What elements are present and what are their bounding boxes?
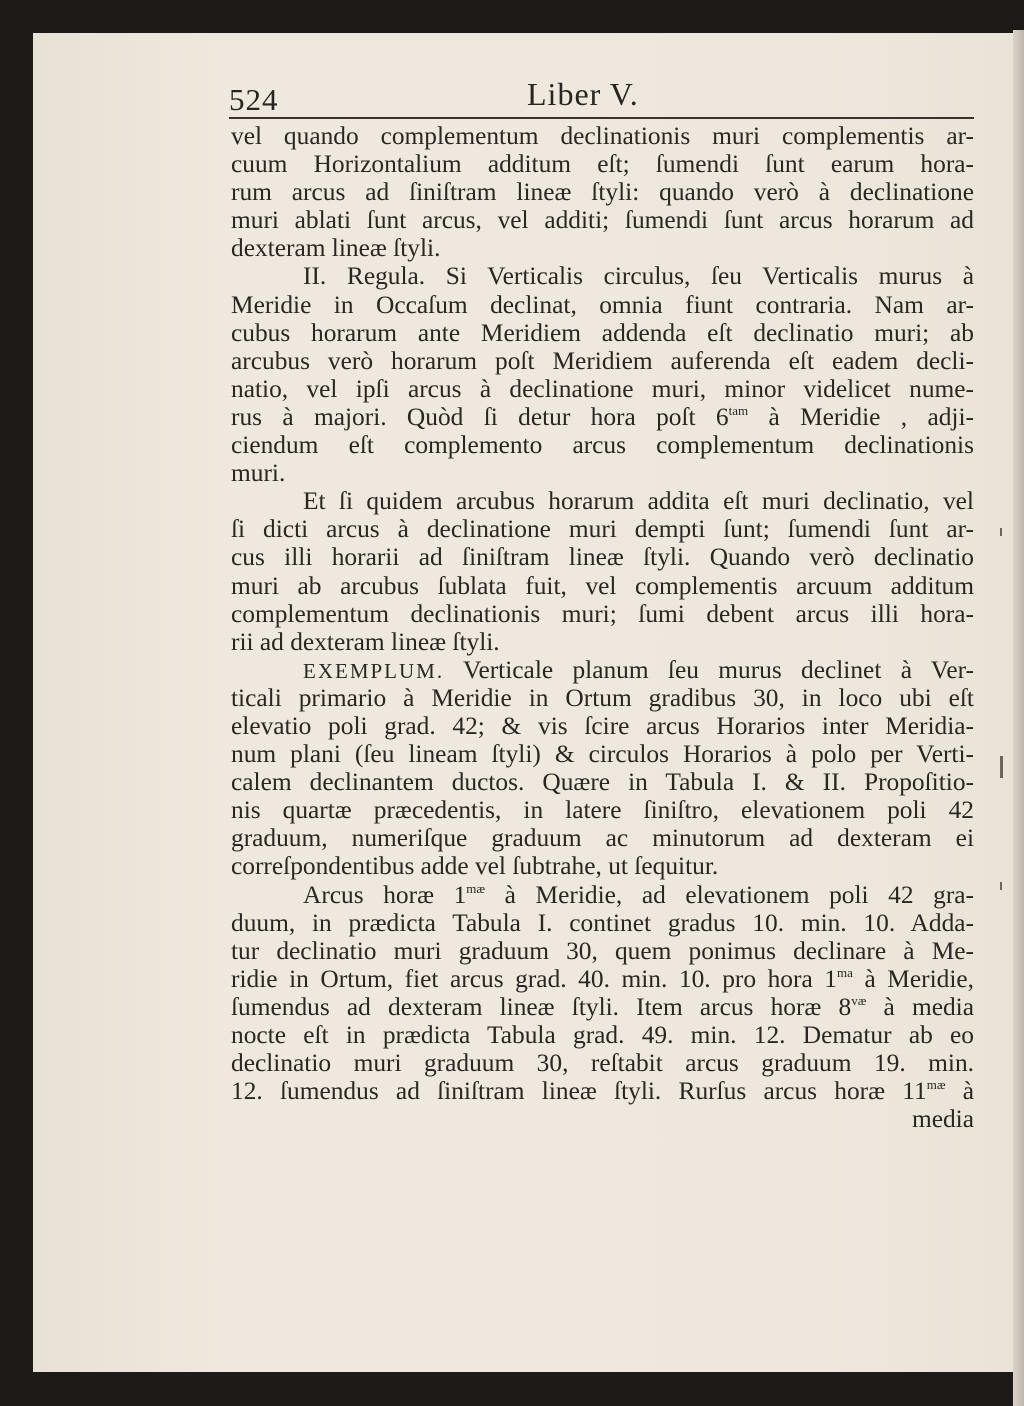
running-title: Liber V. xyxy=(527,76,639,112)
text-line xyxy=(231,965,974,993)
page-number: 524 xyxy=(229,82,279,117)
text-line: ſi dicti arcus à declinatione muri dempti ſunt; ſumendi ſunt ar- xyxy=(231,515,974,544)
header-rule xyxy=(229,117,974,119)
ordinal-superscript: væ xyxy=(851,992,867,1008)
text-line: media xyxy=(911,1105,974,1134)
text-line xyxy=(231,1077,974,1105)
small-caps-heading: EXEMPLUM. xyxy=(303,658,445,683)
text-line: declinatio muri graduum 30, reſtabit arcus graduum 19. min. xyxy=(231,1049,974,1078)
text-run: ridie in Ortum, fiet arcus grad. 40. min. 10. pro hora 1 xyxy=(231,964,837,993)
text-line: complementum declinationis muri; ſumi debent arcus illi hora- xyxy=(231,599,974,628)
adjacent-page-edge xyxy=(1013,30,1024,1406)
text-line: nis quartæ præcedentis, in latere ſiniſtro, elevationem poli 42 xyxy=(231,796,974,825)
text-line: num plani (ſeu lineam ſtyli) & circulos Horarios à polo per Verti- xyxy=(231,740,974,769)
text-line: Et ſi quidem arcubus horarum addita eſt muri declinatio, vel xyxy=(303,487,974,516)
text-line: natio, vel ipſi arcus à declinatione muri, minor videlicet nume- xyxy=(231,374,974,403)
text-line: calem declinantem ductos. Quære in Tabula I. & II. Propoſitio- xyxy=(231,768,974,797)
body-text xyxy=(231,122,974,1133)
text-run: à Meridie, ad elevationem poli 42 gra- xyxy=(485,880,974,909)
text-run: ſumendus ad dexteram lineæ ſtyli. Item arcus horæ 8 xyxy=(231,992,852,1021)
ordinal-superscript: ma xyxy=(836,964,853,980)
margin-mark xyxy=(1000,756,1003,778)
text-run: à xyxy=(945,1077,974,1106)
text-line: muri. xyxy=(231,459,286,488)
text-line xyxy=(231,656,974,684)
text-run: 12. ſumendus ad ſiniſtram lineæ ſtyli. Rurſus arcus horæ 11 xyxy=(231,1077,927,1106)
text-run: à Meridie, xyxy=(852,964,974,993)
text-line: muri ab arcubus ſublata fuit, vel complementis arcuum additum xyxy=(231,571,974,600)
running-header xyxy=(229,74,974,118)
ordinal-superscript: tam xyxy=(728,402,749,418)
text-line: arcubus verò horarum poſt Meridiem auferenda eſt eadem decli- xyxy=(231,346,974,375)
text-line: II. Regula. Si Verticalis circulus, ſeu Verticalis murus à xyxy=(303,262,974,291)
ordinal-superscript: mæ xyxy=(926,1077,946,1093)
text-line xyxy=(231,993,974,1021)
ordinal-superscript: mæ xyxy=(466,880,486,896)
margin-mark xyxy=(1000,528,1002,536)
text-line: vel quando complementum declinationis muri complementis ar- xyxy=(231,122,974,150)
text-line: dexteram lineæ ſtyli. xyxy=(231,234,441,263)
text-line: tur declinatio muri graduum 30, quem ponimus declinare à Me- xyxy=(231,936,974,965)
text-line: nocte eſt in prædicta Tabula grad. 49. min. 12. Dematur ab eo xyxy=(231,1021,974,1049)
text-line: cubus horarum ante Meridiem addenda eſt declinatio muri; ab xyxy=(231,318,974,347)
text-line: rum arcus ad ſiniſtram lineæ ſtyli: quando verò à declinatione xyxy=(231,178,974,207)
text-line: rii ad dexteram lineæ ſtyli. xyxy=(231,627,500,656)
text-line: elevatio poli grad. 42; & vis ſcire arcus Horarios inter Meridia- xyxy=(231,711,974,740)
text-line: muri ablati ſunt arcus, vel additi; ſumendi ſunt arcus horarum ad xyxy=(231,206,974,235)
text-run: à media xyxy=(866,992,974,1021)
text-line: correſpondentibus adde vel ſubtrahe, ut ſequitur. xyxy=(231,852,719,881)
text-line: ciendum eſt complemento arcus complementum declinationis xyxy=(231,431,974,460)
text-line xyxy=(231,881,974,909)
text-line: cus illi horarii ad ſiniſtram lineæ ſtyli. Quando verò declinatio xyxy=(231,543,974,572)
text-line: ticali primario à Meridie in Ortum gradibus 30, in loco ubi eſt xyxy=(231,683,974,712)
text-line: graduum, numeriſque graduum ac minutorum ad dexteram ei xyxy=(231,824,974,853)
text-line xyxy=(231,403,974,431)
text-run: Verticale planum ſeu murus declinet à Ver- xyxy=(444,655,974,684)
margin-mark xyxy=(1000,882,1002,890)
text-line: duum, in prædicta Tabula I. continet gradus 10. min. 10. Adda- xyxy=(231,908,974,937)
text-line: Meridie in Occaſum declinat, omnia fiunt contraria. Nam ar- xyxy=(231,290,974,319)
text-run: à Meridie , adji- xyxy=(748,402,974,431)
text-line: cuum Horizontalium additum eſt; ſumendi ſunt earum hora- xyxy=(231,150,974,179)
text-run: Arcus horæ 1 xyxy=(303,880,467,909)
text-run: rus à majori. Quòd ſi detur hora poſt 6 xyxy=(231,402,729,431)
